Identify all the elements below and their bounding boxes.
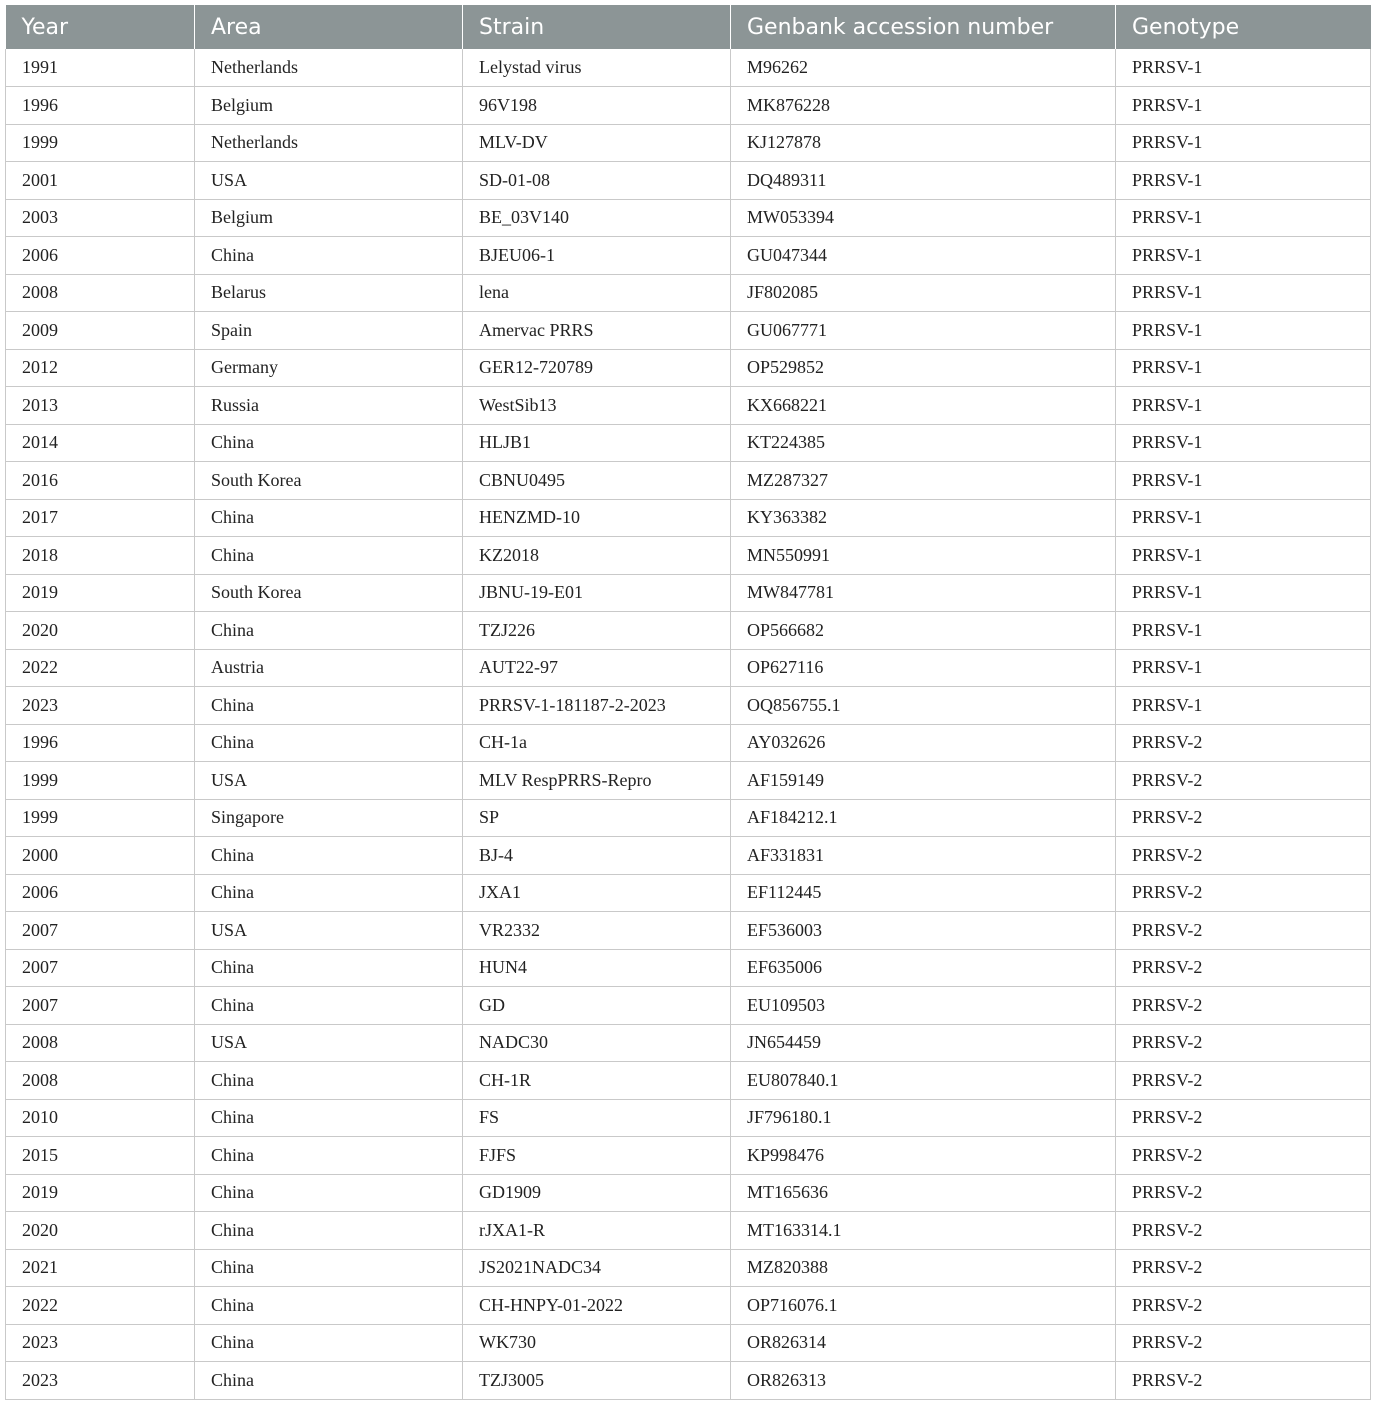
- cell-strain: WestSib13: [463, 387, 731, 425]
- cell-strain: rJXA1-R: [463, 1212, 731, 1250]
- table-row: [6, 499, 1371, 537]
- table-row: [6, 724, 1371, 762]
- table-row: [6, 1174, 1371, 1212]
- cell-area: Singapore: [195, 799, 463, 837]
- cell-area: Austria: [195, 649, 463, 687]
- cell-accession: MT165636: [731, 1174, 1116, 1212]
- cell-year: 2006: [6, 874, 195, 912]
- cell-accession: KY363382: [731, 499, 1116, 537]
- cell-area: China: [195, 1099, 463, 1137]
- cell-accession: MT163314.1: [731, 1212, 1116, 1250]
- cell-accession: OP716076.1: [731, 1287, 1116, 1325]
- cell-area: China: [195, 1287, 463, 1325]
- cell-accession: OQ856755.1: [731, 687, 1116, 725]
- cell-accession: OR826314: [731, 1324, 1116, 1362]
- cell-area: China: [195, 987, 463, 1025]
- table-row: [6, 1362, 1371, 1400]
- cell-area: China: [195, 1249, 463, 1287]
- cell-strain: Amervac PRRS: [463, 312, 731, 350]
- cell-accession: KX668221: [731, 387, 1116, 425]
- table-row: [6, 912, 1371, 950]
- cell-year: 2008: [6, 1024, 195, 1062]
- header-row: [6, 5, 1371, 49]
- cell-genotype: PRRSV-1: [1116, 237, 1371, 275]
- cell-year: 2021: [6, 1249, 195, 1287]
- cell-strain: SD-01-08: [463, 162, 731, 200]
- cell-genotype: PRRSV-2: [1116, 1062, 1371, 1100]
- table-row: [6, 312, 1371, 350]
- table-row: [6, 537, 1371, 575]
- cell-area: China: [195, 1212, 463, 1250]
- cell-year: 2019: [6, 1174, 195, 1212]
- cell-area: Germany: [195, 349, 463, 387]
- table-row: [6, 837, 1371, 875]
- cell-genotype: PRRSV-2: [1116, 1137, 1371, 1175]
- cell-accession: MZ820388: [731, 1249, 1116, 1287]
- table-row: [6, 687, 1371, 725]
- cell-year: 2012: [6, 349, 195, 387]
- cell-accession: EU807840.1: [731, 1062, 1116, 1100]
- cell-accession: EF635006: [731, 949, 1116, 987]
- cell-year: 2022: [6, 1287, 195, 1325]
- cell-genotype: PRRSV-2: [1116, 912, 1371, 950]
- table-row: [6, 1287, 1371, 1325]
- cell-genotype: PRRSV-1: [1116, 649, 1371, 687]
- cell-year: 1999: [6, 762, 195, 800]
- cell-genotype: PRRSV-1: [1116, 87, 1371, 125]
- table-row: [6, 387, 1371, 425]
- cell-year: 2018: [6, 537, 195, 575]
- cell-accession: EF112445: [731, 874, 1116, 912]
- table-row: [6, 124, 1371, 162]
- cell-accession: MZ287327: [731, 462, 1116, 500]
- table-row: [6, 1324, 1371, 1362]
- header-area: Area: [195, 5, 463, 49]
- cell-accession: JN654459: [731, 1024, 1116, 1062]
- cell-strain: MLV RespPRRS-Repro: [463, 762, 731, 800]
- table-row: [6, 874, 1371, 912]
- cell-year: 2007: [6, 949, 195, 987]
- table-header: [6, 5, 1371, 49]
- cell-strain: BJEU06-1: [463, 237, 731, 275]
- cell-genotype: PRRSV-1: [1116, 499, 1371, 537]
- header-accession: Genbank accession number: [731, 5, 1116, 49]
- cell-year: 2014: [6, 424, 195, 462]
- cell-genotype: PRRSV-2: [1116, 724, 1371, 762]
- cell-genotype: PRRSV-1: [1116, 387, 1371, 425]
- cell-year: 2013: [6, 387, 195, 425]
- cell-strain: PRRSV-1-181187-2-2023: [463, 687, 731, 725]
- cell-accession: AY032626: [731, 724, 1116, 762]
- cell-strain: 96V198: [463, 87, 731, 125]
- table-row: [6, 1137, 1371, 1175]
- cell-strain: JS2021NADC34: [463, 1249, 731, 1287]
- cell-strain: GER12-720789: [463, 349, 731, 387]
- cell-genotype: PRRSV-1: [1116, 537, 1371, 575]
- cell-area: China: [195, 537, 463, 575]
- cell-year: 2000: [6, 837, 195, 875]
- cell-strain: CH-HNPY-01-2022: [463, 1287, 731, 1325]
- cell-strain: HLJB1: [463, 424, 731, 462]
- cell-genotype: PRRSV-1: [1116, 49, 1371, 87]
- cell-strain: FJFS: [463, 1137, 731, 1175]
- cell-area: USA: [195, 162, 463, 200]
- cell-accession: OR826313: [731, 1362, 1116, 1400]
- cell-year: 2008: [6, 1062, 195, 1100]
- cell-accession: AF159149: [731, 762, 1116, 800]
- cell-genotype: PRRSV-2: [1116, 949, 1371, 987]
- cell-year: 1999: [6, 799, 195, 837]
- cell-strain: JXA1: [463, 874, 731, 912]
- table-row: [6, 574, 1371, 612]
- cell-year: 2023: [6, 1324, 195, 1362]
- cell-year: 2023: [6, 687, 195, 725]
- cell-area: USA: [195, 1024, 463, 1062]
- cell-accession: OP529852: [731, 349, 1116, 387]
- table-row: [6, 1212, 1371, 1250]
- cell-genotype: PRRSV-2: [1116, 874, 1371, 912]
- cell-strain: VR2332: [463, 912, 731, 950]
- cell-accession: OP627116: [731, 649, 1116, 687]
- table-row: [6, 949, 1371, 987]
- cell-genotype: PRRSV-1: [1116, 574, 1371, 612]
- cell-accession: AF184212.1: [731, 799, 1116, 837]
- cell-area: China: [195, 1174, 463, 1212]
- cell-year: 2007: [6, 987, 195, 1025]
- cell-genotype: PRRSV-1: [1116, 162, 1371, 200]
- cell-strain: CH-1R: [463, 1062, 731, 1100]
- cell-genotype: PRRSV-1: [1116, 424, 1371, 462]
- table-row: [6, 49, 1371, 87]
- cell-year: 1996: [6, 87, 195, 125]
- cell-genotype: PRRSV-1: [1116, 687, 1371, 725]
- cell-area: Netherlands: [195, 49, 463, 87]
- cell-year: 2008: [6, 274, 195, 312]
- cell-strain: FS: [463, 1099, 731, 1137]
- cell-year: 2023: [6, 1362, 195, 1400]
- cell-year: 2020: [6, 612, 195, 650]
- cell-accession: M96262: [731, 49, 1116, 87]
- table-row: [6, 199, 1371, 237]
- cell-year: 2020: [6, 1212, 195, 1250]
- cell-strain: GD: [463, 987, 731, 1025]
- cell-area: China: [195, 1362, 463, 1400]
- table-row: [6, 274, 1371, 312]
- cell-genotype: PRRSV-2: [1116, 1287, 1371, 1325]
- cell-area: China: [195, 424, 463, 462]
- table-row: [6, 462, 1371, 500]
- cell-area: China: [195, 1324, 463, 1362]
- cell-area: China: [195, 874, 463, 912]
- cell-strain: AUT22-97: [463, 649, 731, 687]
- cell-genotype: PRRSV-1: [1116, 462, 1371, 500]
- cell-strain: BJ-4: [463, 837, 731, 875]
- table-row: [6, 799, 1371, 837]
- header-genotype: Genotype: [1116, 5, 1371, 49]
- cell-strain: HENZMD-10: [463, 499, 731, 537]
- cell-accession: GU047344: [731, 237, 1116, 275]
- cell-area: South Korea: [195, 574, 463, 612]
- cell-accession: KP998476: [731, 1137, 1116, 1175]
- cell-area: China: [195, 724, 463, 762]
- cell-genotype: PRRSV-1: [1116, 312, 1371, 350]
- cell-strain: GD1909: [463, 1174, 731, 1212]
- cell-strain: KZ2018: [463, 537, 731, 575]
- cell-accession: JF796180.1: [731, 1099, 1116, 1137]
- cell-genotype: PRRSV-2: [1116, 1174, 1371, 1212]
- cell-accession: EF536003: [731, 912, 1116, 950]
- cell-genotype: PRRSV-2: [1116, 799, 1371, 837]
- cell-strain: HUN4: [463, 949, 731, 987]
- cell-genotype: PRRSV-2: [1116, 987, 1371, 1025]
- table-row: [6, 1062, 1371, 1100]
- table-row: [6, 762, 1371, 800]
- cell-genotype: PRRSV-1: [1116, 349, 1371, 387]
- table-body: [6, 49, 1371, 1399]
- cell-accession: MW847781: [731, 574, 1116, 612]
- cell-strain: BE_03V140: [463, 199, 731, 237]
- cell-area: Netherlands: [195, 124, 463, 162]
- strain-table-container: [5, 5, 1370, 1400]
- cell-strain: WK730: [463, 1324, 731, 1362]
- cell-year: 2001: [6, 162, 195, 200]
- cell-accession: MK876228: [731, 87, 1116, 125]
- cell-year: 2009: [6, 312, 195, 350]
- cell-strain: TZJ3005: [463, 1362, 731, 1400]
- cell-year: 2006: [6, 237, 195, 275]
- cell-area: China: [195, 237, 463, 275]
- cell-genotype: PRRSV-2: [1116, 1212, 1371, 1250]
- table-row: [6, 1099, 1371, 1137]
- cell-genotype: PRRSV-2: [1116, 762, 1371, 800]
- cell-strain: TZJ226: [463, 612, 731, 650]
- cell-strain: Lelystad virus: [463, 49, 731, 87]
- cell-strain: CBNU0495: [463, 462, 731, 500]
- cell-area: China: [195, 499, 463, 537]
- cell-area: China: [195, 1062, 463, 1100]
- cell-year: 2019: [6, 574, 195, 612]
- cell-genotype: PRRSV-1: [1116, 274, 1371, 312]
- cell-strain: JBNU-19-E01: [463, 574, 731, 612]
- cell-strain: SP: [463, 799, 731, 837]
- cell-area: South Korea: [195, 462, 463, 500]
- cell-strain: lena: [463, 274, 731, 312]
- header-year: Year: [6, 5, 195, 49]
- cell-area: Belarus: [195, 274, 463, 312]
- cell-accession: AF331831: [731, 837, 1116, 875]
- cell-year: 2010: [6, 1099, 195, 1137]
- cell-year: 2016: [6, 462, 195, 500]
- cell-area: USA: [195, 912, 463, 950]
- cell-year: 2017: [6, 499, 195, 537]
- strain-table: [5, 5, 1371, 1400]
- cell-genotype: PRRSV-2: [1116, 1249, 1371, 1287]
- cell-year: 1991: [6, 49, 195, 87]
- cell-year: 2003: [6, 199, 195, 237]
- cell-genotype: PRRSV-2: [1116, 1362, 1371, 1400]
- table-row: [6, 612, 1371, 650]
- cell-genotype: PRRSV-2: [1116, 837, 1371, 875]
- cell-genotype: PRRSV-2: [1116, 1024, 1371, 1062]
- cell-accession: MN550991: [731, 537, 1116, 575]
- cell-genotype: PRRSV-1: [1116, 612, 1371, 650]
- cell-accession: EU109503: [731, 987, 1116, 1025]
- cell-year: 2007: [6, 912, 195, 950]
- cell-year: 1996: [6, 724, 195, 762]
- cell-area: China: [195, 687, 463, 725]
- cell-genotype: PRRSV-2: [1116, 1099, 1371, 1137]
- cell-genotype: PRRSV-2: [1116, 1324, 1371, 1362]
- cell-accession: OP566682: [731, 612, 1116, 650]
- table-row: [6, 87, 1371, 125]
- header-strain: Strain: [463, 5, 731, 49]
- table-row: [6, 649, 1371, 687]
- cell-accession: KJ127878: [731, 124, 1116, 162]
- cell-genotype: PRRSV-1: [1116, 199, 1371, 237]
- cell-strain: CH-1a: [463, 724, 731, 762]
- cell-year: 1999: [6, 124, 195, 162]
- cell-accession: MW053394: [731, 199, 1116, 237]
- cell-strain: MLV-DV: [463, 124, 731, 162]
- cell-strain: NADC30: [463, 1024, 731, 1062]
- table-row: [6, 424, 1371, 462]
- cell-area: Spain: [195, 312, 463, 350]
- cell-area: China: [195, 837, 463, 875]
- table-row: [6, 237, 1371, 275]
- cell-genotype: PRRSV-1: [1116, 124, 1371, 162]
- cell-accession: JF802085: [731, 274, 1116, 312]
- cell-area: China: [195, 1137, 463, 1175]
- cell-area: USA: [195, 762, 463, 800]
- table-row: [6, 987, 1371, 1025]
- cell-accession: KT224385: [731, 424, 1116, 462]
- cell-area: Belgium: [195, 199, 463, 237]
- cell-area: Belgium: [195, 87, 463, 125]
- table-row: [6, 162, 1371, 200]
- cell-area: China: [195, 949, 463, 987]
- cell-year: 2015: [6, 1137, 195, 1175]
- table-row: [6, 1024, 1371, 1062]
- cell-accession: DQ489311: [731, 162, 1116, 200]
- table-row: [6, 1249, 1371, 1287]
- cell-area: China: [195, 612, 463, 650]
- cell-area: Russia: [195, 387, 463, 425]
- cell-year: 2022: [6, 649, 195, 687]
- table-row: [6, 349, 1371, 387]
- cell-accession: GU067771: [731, 312, 1116, 350]
